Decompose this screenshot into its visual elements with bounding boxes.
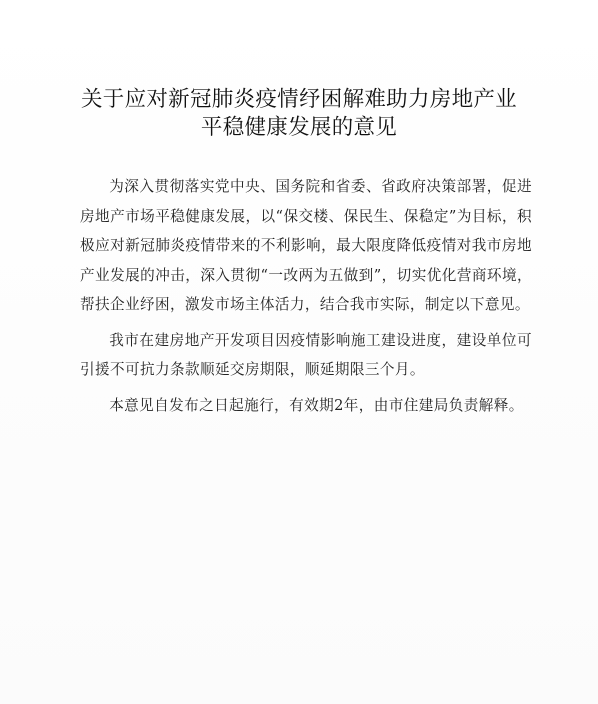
- paragraph-effective-period: 本意见自发布之日起施行，有效期2年，由市住建局负责解释。: [109, 396, 524, 414]
- document-title-line-2: 平稳健康发展的意见: [200, 115, 398, 140]
- paragraph-delivery-extension: 我市在建房地产开发项目因疫情影响施工建设进度，建设单位可引援不可抗力条款顺延交房期限，顺延期限三个月。: [80, 331, 532, 378]
- document-title-line-1: 关于应对新冠肺炎疫情纾困解难助力房地产业: [80, 87, 517, 112]
- paragraph-preamble: 为深入贯彻落实党中央、国务院和省委、省政府决策部署，促进房地产市场平稳健康发展，以“保交楼、保民生、保稳定”为目标，积极应对新冠肺炎疫情带来的不利影响，最大限度降低疫情对我市房地产业发展的冲击，深入贯彻“一改两为五做到”，切实优化营商环境，帮扶企业纾困，激发市场主体活力，结合我市实际，制定以下意见。: [80, 178, 532, 313]
- document-body: [80, 172, 532, 426]
